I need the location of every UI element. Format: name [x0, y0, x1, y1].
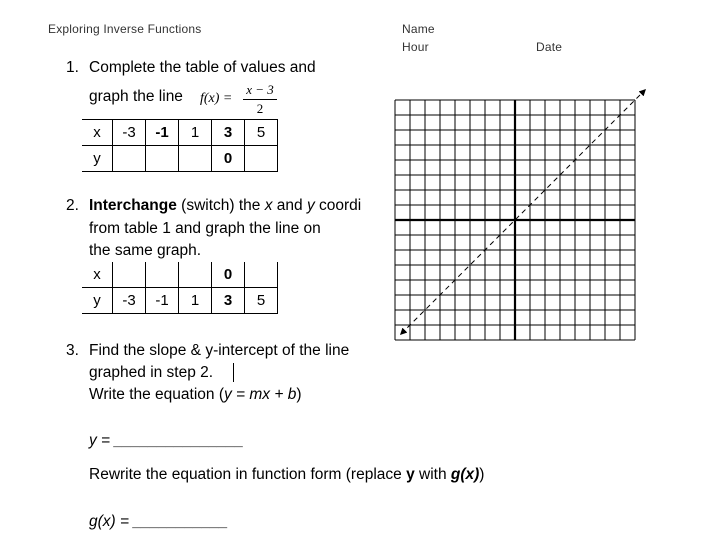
q3-text: Write the equation ( — [89, 386, 224, 403]
date-label: Date — [536, 40, 563, 54]
q3-text: ) — [479, 466, 485, 483]
table-cell: 3 — [212, 288, 245, 314]
q2-bold-word: Interchange — [89, 197, 177, 214]
table-cell: 3 — [212, 120, 245, 146]
table-cell: x — [82, 120, 113, 146]
y-blank-text: y = _______________ — [89, 432, 244, 449]
q1-line1: Complete the table of values and — [89, 59, 316, 76]
q2-text: (switch) the — [176, 197, 265, 214]
q3-text: Rewrite the equation in function form (replace — [89, 466, 407, 483]
q2-x-var: x — [264, 197, 273, 214]
table-cell: 1 — [179, 288, 212, 314]
table-cell: -3 — [113, 120, 146, 146]
table-cell: -1 — [146, 120, 179, 146]
q3-bold-g: g(x) — [450, 466, 480, 483]
gx-blank-text: g(x) = ___________ — [89, 513, 229, 530]
table-cell: -3 — [113, 288, 146, 314]
table-cell: y — [82, 288, 113, 314]
name-label: Name — [402, 22, 435, 36]
q3-text: ) — [296, 386, 302, 403]
q3-line1: Find the slope & y-intercept of the line — [89, 342, 350, 359]
formula-numerator: x − 3 — [246, 82, 274, 97]
formula-denominator: 2 — [256, 101, 264, 116]
formula-fx: f(x) = — [200, 91, 233, 106]
table-cell: y — [82, 146, 113, 172]
table-cell: 0 — [212, 262, 245, 288]
q3-bold-y: y — [406, 466, 415, 483]
worksheet-title: Exploring Inverse Functions — [48, 22, 202, 36]
hour-label: Hour — [402, 40, 429, 54]
q3-text: with — [414, 466, 451, 483]
q1-number: 1. — [66, 59, 79, 76]
table-cell: 5 — [245, 288, 278, 314]
q2-line3: the same graph. — [89, 242, 202, 259]
table-cell: 5 — [245, 120, 278, 146]
dashed-line — [401, 90, 645, 334]
q2-number: 2. — [66, 197, 79, 214]
q2-text: coordi — [314, 197, 362, 214]
q3-number: 3. — [66, 342, 79, 359]
q2-text: and — [272, 197, 307, 214]
q2-y-var: y — [306, 197, 315, 214]
q3-line2: graphed in step 2. — [89, 364, 214, 381]
table-cell: -1 — [146, 288, 179, 314]
q3-equation: y = mx + b — [223, 386, 297, 403]
table-cell: 0 — [212, 146, 245, 172]
table-cell: 1 — [179, 120, 212, 146]
q1-line2: graph the line — [89, 88, 183, 105]
table-cell: x — [82, 262, 113, 288]
q2-line2: from table 1 and graph the line on — [89, 220, 321, 237]
